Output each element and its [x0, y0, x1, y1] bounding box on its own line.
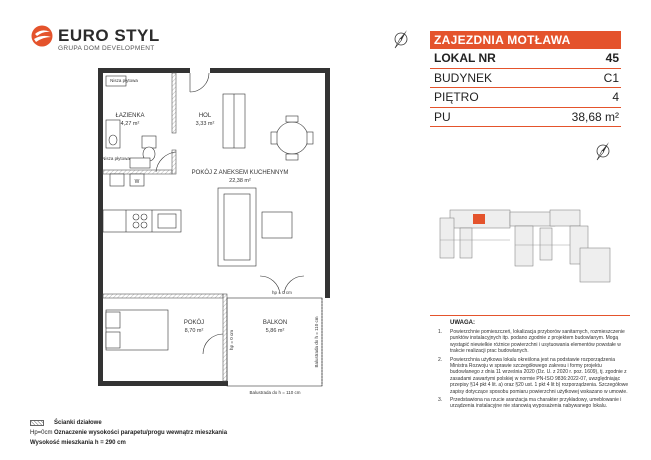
- brand-name: EURO STYL: [58, 26, 160, 45]
- note-text: Powierzchnia użytkowa lokalu określona jest na podstawie rozporządzenia Ministra Rozwoju w sprawie szczegółowego zakresu i formy projektu budowlanego z dnia 11 września 2020 (Dz. U. z 2020 r. poz. 1609), tj. zgodnie z zasadami zawartymi polskiej w normie PN-ISO 9836:2022-07, uwzględniając przepisy §14 pkt 4 lit. a) oraz §20 ust. 1 pkt 4 lit b) rozporządzenia. Szczegółowe zapisy dotyczące sposobu pomiaru powierzchni użytkowej wskazano w umowie.: [450, 356, 629, 395]
- info-row-unit: [430, 49, 621, 69]
- note-item: [438, 397, 630, 410]
- living-room-name: POKÓJ Z ANEKSEM KUCHENNYM: [191, 170, 289, 176]
- note-number: 1.: [438, 329, 443, 335]
- hall-name: HOL: [198, 113, 212, 119]
- bedroom-door: [203, 334, 223, 354]
- window-top: [223, 94, 245, 148]
- note-number: 2.: [438, 356, 443, 363]
- washing-machine-label: W: [134, 179, 140, 185]
- floor-plan: [90, 62, 340, 402]
- dining-table: [271, 116, 313, 160]
- note-number: 3.: [438, 397, 443, 404]
- info-row-area: [430, 108, 621, 128]
- railing-label: Balustrada do h = 110 cm: [314, 316, 319, 368]
- legend-height-text: Wysokość mieszkania h = 290 cm: [30, 440, 126, 446]
- compass-icon: [592, 140, 614, 162]
- project-name: ZAJEZDNIA MOTŁAWA: [430, 31, 621, 49]
- info-value: 38,68 m²: [571, 109, 619, 124]
- niche-label: Nisza płytowa: [102, 156, 130, 161]
- balcony-name: BALKON: [262, 320, 288, 326]
- euro-styl-logo-icon: [30, 24, 54, 48]
- info-row-building: [430, 69, 621, 89]
- bedroom-area: 8,70 m²: [184, 328, 204, 334]
- legend-hp-text: Oznaczenie wysokości parapetu/progu wewnątrz mieszkania: [54, 430, 228, 436]
- threshold-label: hp = 0 cm: [272, 290, 292, 295]
- brand-logo: [30, 22, 190, 58]
- legend-walls-label: Ścianki działowe: [54, 420, 102, 426]
- compass-icon: [390, 28, 412, 50]
- info-value: 45: [605, 51, 619, 65]
- niche-label: Nisza płytowa: [110, 78, 138, 83]
- hatch-swatch-icon: [30, 420, 44, 426]
- info-value: 4: [612, 90, 619, 104]
- brand-subtitle: GRUPA DOM DEVELOPMENT: [58, 45, 155, 52]
- info-label: LOKAL NR: [434, 51, 496, 65]
- kitchen-counter: [103, 210, 181, 232]
- unit-info-table: [430, 31, 621, 127]
- bedroom-name: POKÓJ: [183, 320, 205, 326]
- info-row-floor: [430, 88, 621, 108]
- legend-hp-key: Hp=0cm: [30, 430, 53, 436]
- legend-row-threshold: [30, 428, 360, 438]
- legend-row-height: [30, 438, 360, 448]
- balcony-area: 5,86 m²: [265, 328, 285, 334]
- legend-row-walls: [30, 418, 360, 428]
- railing-label: Balustrada do h = 110 cm: [249, 390, 301, 395]
- balcony-outline: [227, 298, 322, 386]
- entrance-door: [190, 73, 209, 92]
- sofa: [218, 188, 292, 266]
- site-key-plan: [430, 200, 630, 305]
- hall-area: 3,33 m²: [195, 121, 215, 127]
- legend: [30, 418, 360, 448]
- bathroom-name: ŁAZIENKA: [115, 113, 145, 119]
- living-room-area: 22,38 m²: [229, 178, 251, 184]
- note-text: Przedstawiona na rzucie aranżacja ma charakter przykładowy, umeblowanie i urządzenia instalacyjne nie stanowią wyposażenia nabywanego lokalu.: [450, 397, 622, 410]
- info-label: PU: [434, 109, 451, 124]
- note-item: [438, 329, 630, 355]
- note-text: Powierzchnie pomieszczeń, lokalizacja przyborów sanitarnych, rozmieszczenie punktów instalacyjnych itp. podano zgodnie z projektem budowlanym. Mogą wystąpić niewielkie różnice powierzchni i usytuowania elementów powstałe w trakcie realizacji prac budowlanych.: [450, 329, 625, 355]
- notes-list: [430, 329, 630, 410]
- notes-section: [430, 315, 630, 412]
- threshold-label: hp = 0 cm: [229, 330, 234, 350]
- bathroom-area: 4,27 m²: [120, 121, 140, 127]
- bed: [106, 310, 168, 350]
- info-label: BUDYNEK: [434, 70, 493, 85]
- note-item: [438, 357, 630, 395]
- info-value: C1: [603, 70, 619, 85]
- info-label: PIĘTRO: [434, 90, 479, 104]
- notes-title: UWAGA:: [450, 320, 475, 326]
